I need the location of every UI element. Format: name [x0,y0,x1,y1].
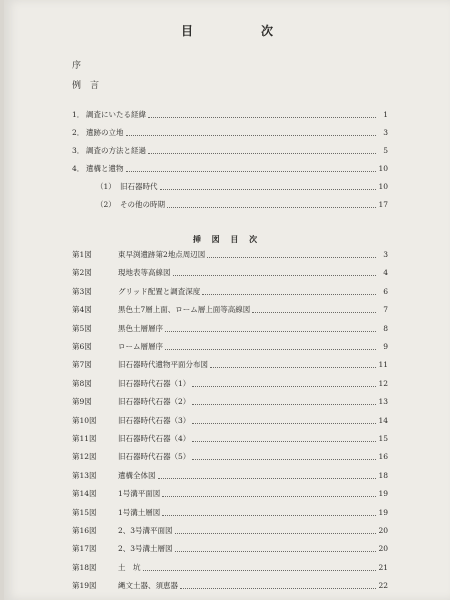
figure-title: 旧石器時代石器（5） [118,452,191,461]
figure-page: 14 [378,416,388,425]
figure-title: 2、3号溝平面図 [118,526,173,535]
figure-row [72,526,388,535]
figure-number: 第12図 [72,452,97,461]
figure-row [72,471,388,480]
figure-title: 1号溝平面図 [118,489,161,498]
figure-number: 第14図 [72,489,97,498]
figure-number: 第9図 [72,397,92,406]
figure-number: 第4図 [72,305,92,314]
figure-page: 16 [378,452,388,461]
chapter-title: 調査にいたる経緯 [86,110,146,119]
figure-number: 第7図 [72,360,92,369]
figures-heading: 挿 図 目 次 [192,234,262,244]
figure-page: 3 [383,250,388,259]
figure-page: 9 [383,342,388,351]
figure-page: 7 [383,305,388,314]
figure-title: 遺構全体図 [118,471,156,480]
figure-page: 19 [378,489,388,498]
chapter-page: 17 [378,200,388,209]
leader-dots [175,528,376,534]
chapter-page: 5 [383,146,388,155]
figure-row [72,581,388,590]
figure-page: 12 [378,379,388,388]
figure-title: 旧石器時代石器（4） [118,434,191,443]
figure-row [72,324,388,333]
chapter-title: その他の時期 [120,200,165,209]
leader-dots [148,148,376,154]
figure-page: 19 [378,508,388,517]
figure-number: 第16図 [72,526,97,535]
figure-title: 旧石器時代遺物平面分布図 [118,360,208,369]
leader-dots [126,166,377,172]
figure-page: 13 [378,397,388,406]
figure-number: 第18図 [72,563,97,572]
figure-page: 8 [383,324,388,333]
figure-title: 旧石器時代石器（1） [118,379,191,388]
figure-title: ローム層層序 [118,342,163,351]
leader-dots [192,418,376,424]
chapter-title: 遺構と遺物 [86,164,124,173]
chapter-title: 調査の方法と経過 [86,146,146,155]
figure-row [72,342,388,351]
figure-title: 東早渕遺跡第2地点周辺図 [118,250,206,259]
figure-number: 第15図 [72,508,97,517]
figure-row [72,563,388,572]
notes-entry: 例 言 [72,81,100,91]
leader-dots [160,184,377,190]
figure-row [72,397,388,406]
figure-number: 第5図 [72,324,92,333]
figure-row [72,360,388,369]
figure-number: 第2図 [72,268,92,277]
figure-row [72,287,388,296]
preface-entry: 序 [72,61,82,71]
chapter-page: 10 [378,182,388,191]
page-title: 目 次 [180,24,301,38]
chapter-number: （2） [96,200,116,209]
figure-number: 第8図 [72,379,92,388]
chapter-number: 2． [72,128,85,137]
figure-row [72,544,388,553]
figure-title: 1号溝土層図 [118,508,161,517]
chapter-page: 1 [383,110,388,119]
chapter-number: 1． [72,110,85,119]
document-page [4,0,450,600]
leader-dots [162,510,376,516]
chapter-number: 4． [72,164,85,173]
figure-row [72,508,388,517]
figure-row [72,452,388,461]
leader-dots [180,583,376,589]
figure-title: 旧石器時代石器（3） [118,416,191,425]
leader-dots [173,270,377,276]
figure-row [72,305,388,314]
leader-dots [175,546,376,552]
leader-dots [207,252,376,258]
figure-page: 4 [383,268,388,277]
figure-number: 第19図 [72,581,97,590]
figure-title: 現地表等高線図 [118,268,171,277]
leader-dots [192,436,376,442]
leader-dots [192,381,376,387]
leader-dots [165,344,376,350]
leader-dots [192,454,376,460]
figure-row [72,379,388,388]
figure-title: 黒色土層層序 [118,324,163,333]
figure-row [72,416,388,425]
figure-title: グリッド配置と調査深度 [118,287,201,296]
figure-page: 22 [378,581,388,590]
figure-page: 11 [378,360,388,369]
figure-page: 20 [378,526,388,535]
chapter-title: 遺跡の立地 [86,128,124,137]
figure-row [72,489,388,498]
figure-number: 第13図 [72,471,97,480]
chapter-number: （1） [96,182,116,191]
figure-title: 旧石器時代石器（2） [118,397,191,406]
chapter-row [72,146,388,155]
figure-number: 第17図 [72,544,97,553]
chapter-title: 旧石器時代 [120,182,158,191]
leader-dots [167,202,376,208]
figure-number: 第1図 [72,250,92,259]
figure-number: 第6図 [72,342,92,351]
figure-page: 15 [378,434,388,443]
figure-title: 2、3号溝土層図 [118,544,173,553]
leader-dots [202,289,376,295]
figure-title: 土 坑 [118,563,141,572]
leader-dots [143,565,377,571]
leader-dots [210,362,376,368]
figure-row [72,434,388,443]
chapter-row [96,182,388,191]
leader-dots [162,491,376,497]
chapter-page: 3 [383,128,388,137]
figure-number: 第11図 [72,434,97,443]
figure-number: 第10図 [72,416,97,425]
figure-row [72,268,388,277]
chapter-row [72,110,388,119]
chapter-row [96,200,388,209]
figure-row [72,250,388,259]
figure-number: 第3図 [72,287,92,296]
leader-dots [165,326,376,332]
figure-page: 18 [378,471,388,480]
figure-title: 縄文土器、須恵器 [118,581,178,590]
leader-dots [126,130,377,136]
leader-dots [192,399,376,405]
chapter-page: 10 [378,164,388,173]
figure-title: 黒色土7層上面、ローム層上面等高線図 [118,305,251,314]
figure-page: 21 [378,563,388,572]
figure-page: 6 [383,287,388,296]
chapter-row [72,164,388,173]
leader-dots [158,473,377,479]
figure-page: 20 [378,544,388,553]
leader-dots [148,112,376,118]
chapter-number: 3． [72,146,85,155]
chapter-row [72,128,388,137]
leader-dots [252,307,376,313]
